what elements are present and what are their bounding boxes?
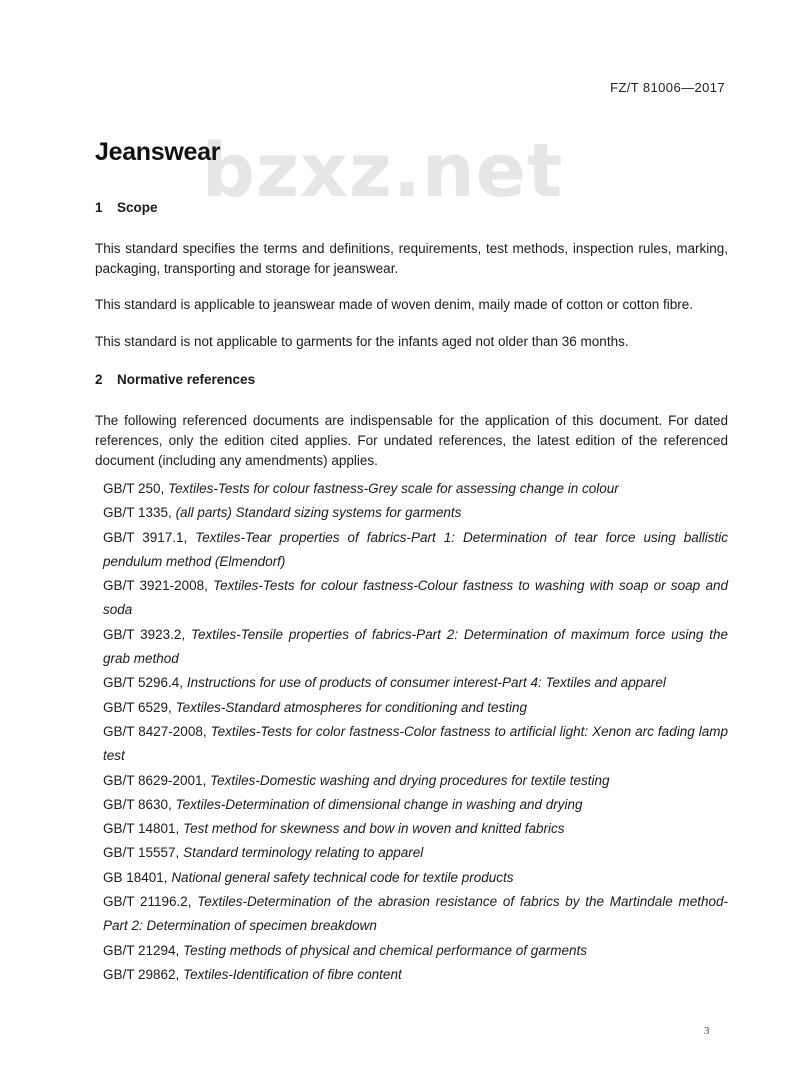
- reference-item: [103, 696, 728, 720]
- reference-code: GB/T 6529,: [103, 699, 172, 715]
- reference-item: [103, 623, 728, 672]
- reference-title: Textiles-Determination of dimensional change in washing and drying: [175, 796, 583, 812]
- reference-title: Instructions for use of products of consumer interest-Part 4: Textiles and apparel: [186, 675, 666, 691]
- reference-title: Textiles-Tests for colour fastness-Colour fastness to washing with soap or soap and soda: [103, 578, 728, 618]
- reference-item: [103, 866, 728, 890]
- reference-code: GB/T 5296.4,: [103, 675, 184, 691]
- reference-item: [103, 526, 728, 575]
- reference-code: GB/T 14801,: [103, 821, 180, 837]
- scope-paragraph-3: This standard is not applicable to garments for the infants aged not older than 36 months.: [95, 334, 629, 349]
- reference-item: [103, 477, 728, 501]
- reference-item: [103, 841, 728, 865]
- reference-item: [103, 720, 728, 769]
- reference-title: National general safety technical code for textile products: [171, 869, 514, 885]
- references-intro-paragraph: The following referenced documents are indispensable for the application of this document. For dated references, only the edition cited applies. For undated references, the latest edition of the referenced document (including any amendments) applies.: [95, 413, 728, 468]
- reference-title: Textiles-Tests for colour fastness-Grey scale for assessing change in colour: [168, 481, 619, 496]
- section-title: Normative references: [117, 372, 256, 387]
- section-heading-normative-references: [95, 372, 728, 387]
- reference-code: GB/T 1335,: [103, 505, 172, 521]
- reference-title: Textiles-Tests for color fastness-Color fastness to artificial light: Xenon arc fading lamp test: [103, 723, 728, 764]
- reference-title: (all parts) Standard sizing systems for garments: [175, 505, 462, 521]
- reference-list: [95, 477, 728, 987]
- reference-code: GB/T 8630,: [103, 796, 172, 812]
- reference-title: Standard terminology relating to apparel: [183, 845, 424, 861]
- section-number: 1: [95, 200, 103, 215]
- reference-title: Textiles-Determination of the abrasion resistance of fabrics by the Martindale method-Part 2: Determination of specimen breakdown: [103, 894, 728, 934]
- section-heading-scope: [95, 200, 728, 215]
- reference-code: GB/T 3917.1,: [103, 529, 188, 545]
- document-body: [95, 200, 728, 987]
- section-number: 2: [95, 372, 103, 387]
- reference-item: [103, 671, 728, 695]
- reference-code: GB/T 3921-2008,: [103, 578, 208, 594]
- reference-code: GB/T 21294,: [103, 942, 180, 958]
- reference-title: Testing methods of physical and chemical performance of garments: [183, 942, 588, 958]
- reference-code: GB/T 250,: [103, 481, 165, 496]
- section-normative-references: [95, 372, 728, 987]
- reference-code: GB/T 8427-2008,: [103, 723, 207, 739]
- reference-item: [103, 769, 728, 793]
- reference-item: [103, 793, 728, 817]
- reference-code: GB/T 29862,: [103, 966, 180, 982]
- reference-item: [103, 501, 728, 525]
- page-number: 3: [704, 1025, 710, 1037]
- reference-code: GB/T 8629-2001,: [103, 772, 207, 788]
- reference-code: GB/T 21196.2,: [103, 894, 192, 910]
- reference-item: [103, 817, 728, 841]
- reference-code: GB 18401,: [103, 869, 168, 885]
- reference-title: Textiles-Tensile properties of fabrics-Part 2: Determination of maximum force using the grab method: [103, 626, 728, 667]
- reference-title: Textiles-Domestic washing and drying procedures for textile testing: [210, 772, 610, 788]
- reference-title: Textiles-Tear properties of fabrics-Part 1: Determination of tear force using ballistic pendulum method (Elmendorf): [103, 529, 728, 569]
- reference-title: Textiles-Standard atmospheres for conditioning and testing: [175, 699, 528, 715]
- reference-code: GB/T 3923.2,: [103, 626, 186, 642]
- section-scope: [95, 200, 728, 352]
- scope-paragraph-2: This standard is applicable to jeanswear made of woven denim, maily made of cotton or cotton fibre.: [95, 297, 694, 312]
- reference-code: GB/T 15557,: [103, 845, 180, 861]
- standard-code: FZ/T 81006—2017: [610, 80, 725, 95]
- reference-title: Textiles-Identification of fibre content: [183, 966, 402, 982]
- section-title: Scope: [117, 200, 158, 215]
- reference-title: Test method for skewness and bow in woven and knitted fabrics: [183, 821, 565, 837]
- watermark: bzxz.net: [202, 128, 564, 214]
- scope-paragraph-1: This standard specifies the terms and definitions, requirements, test methods, inspection rules, marking, packaging, transporting and storage for jeanswear.: [95, 241, 728, 276]
- document-title: Jeanswear: [95, 138, 221, 166]
- reference-item: [103, 890, 728, 939]
- reference-item: [103, 963, 728, 987]
- reference-item: [103, 574, 728, 623]
- reference-item: [103, 939, 728, 963]
